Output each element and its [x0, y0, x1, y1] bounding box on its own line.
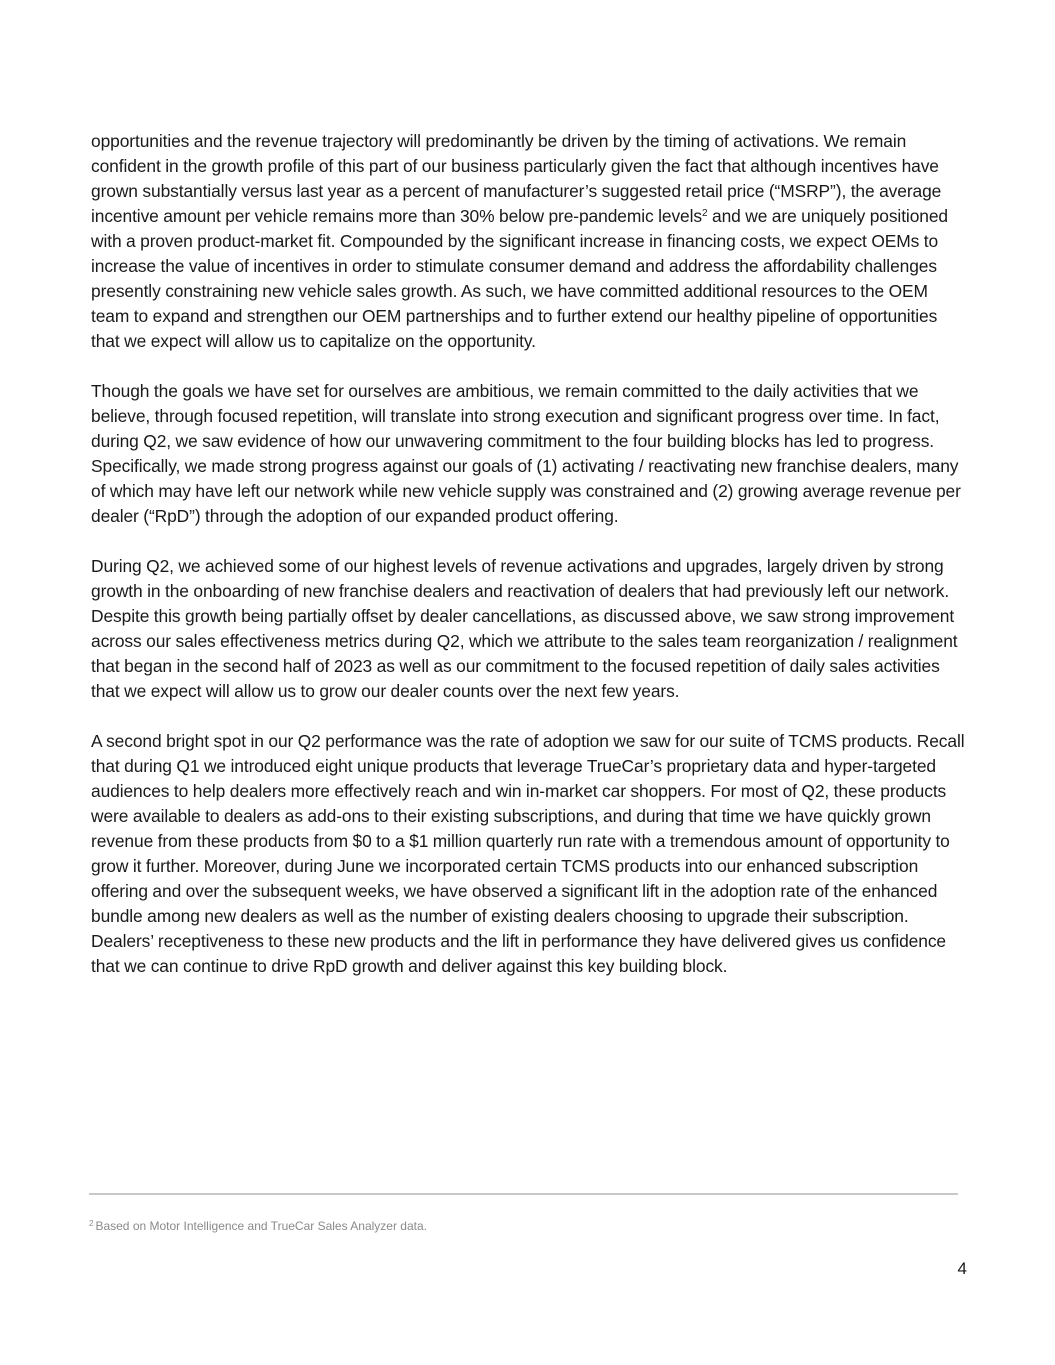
paragraph-tcms-adoption: A second bright spot in our Q2 performance was the rate of adoption we saw for our suite of TCMS products. Recall that during Q1 we introduced eight unique products that leverage TrueCar’s proprietary data and hyper-targeted audiences to help dealers more effectively reach and win in-market car shoppers. For most of Q2, these products were available to dealers as add-ons to their existing subscriptions, and during that time we have quickly grown revenue from these products from $0 to a $1 million quarterly run rate with a tremendous amount of opportunity to grow it further. Moreover, during June we incorporated certain TCMS products into our enhanced subscription offering and over the subsequent weeks, we have observed a significant lift in the adoption rate of the enhanced bundle among new dealers as well as the number of existing dealers choosing to upgrade their subscription. Dealers’ receptiveness to these new products and the lift in performance they have delivered gives us confidence that we can continue to drive RpD growth and deliver against this key building block.: [91, 731, 965, 976]
page-number: 4: [957, 1259, 967, 1278]
paragraph-text-part-2: and we are uniquely positioned with a proven product-market fit. Compounded by the significant increase in financing costs, we expect OEMs to increase the value of incentives in order to stimulate consumer demand and address the affordability challenges presently constraining new vehicle sales growth. As such, we have committed additional resources to the OEM team to expand and strengthen our OEM partnerships and to further extend our healthy pipeline of opportunities that we expect will allow us to capitalize on the opportunity.: [91, 206, 948, 351]
footnote-divider: [89, 1193, 958, 1195]
paragraph-text-part-1: opportunities and the revenue trajectory will predominantly be driven by the timing of activations. We remain confident in the growth profile of this part of our business particularly given the fact that although incentives have grown substantially versus last year as a percent of manufacturer’s suggested retail price (“MSRP”), the average incentive amount per vehicle remains more than 30% below pre-pandemic levels: [91, 131, 942, 226]
footnote: [89, 1216, 427, 1234]
paragraph-goals: Though the goals we have set for ourselves are ambitious, we remain committed to the daily activities that we believe, through focused repetition, will translate into strong execution and significant progress over time. In fact, during Q2, we saw evidence of how our unwavering commitment to the four building blocks has led to progress. Specifically, we made strong progress against our goals of (1) activating / reactivating new franchise dealers, many of which may have left our network while new vehicle supply was constrained and (2) growing average revenue per dealer (“RpD”) through the adoption of our expanded product offering.: [91, 381, 961, 526]
paragraph-oem-incentives: [91, 129, 969, 354]
document-body: [91, 129, 969, 1004]
paragraph-q2-activations: During Q2, we achieved some of our highest levels of revenue activations and upgrades, largely driven by strong growth in the onboarding of new franchise dealers and reactivation of dealers that had previously left our network. Despite this growth being partially offset by dealer cancellations, as discussed above, we saw strong improvement across our sales effectiveness metrics during Q2, which we attribute to the sales team reorganization / realignment that began in the second half of 2023 as well as our commitment to the focused repetition of daily sales activities that we expect will allow us to grow our dealer counts over the next few years.: [91, 556, 958, 701]
footnote-reference: 2: [702, 208, 708, 219]
footnote-marker: 2: [89, 1219, 94, 1228]
footnote-text: Based on Motor Intelligence and TrueCar Sales Analyzer data.: [95, 1219, 427, 1233]
